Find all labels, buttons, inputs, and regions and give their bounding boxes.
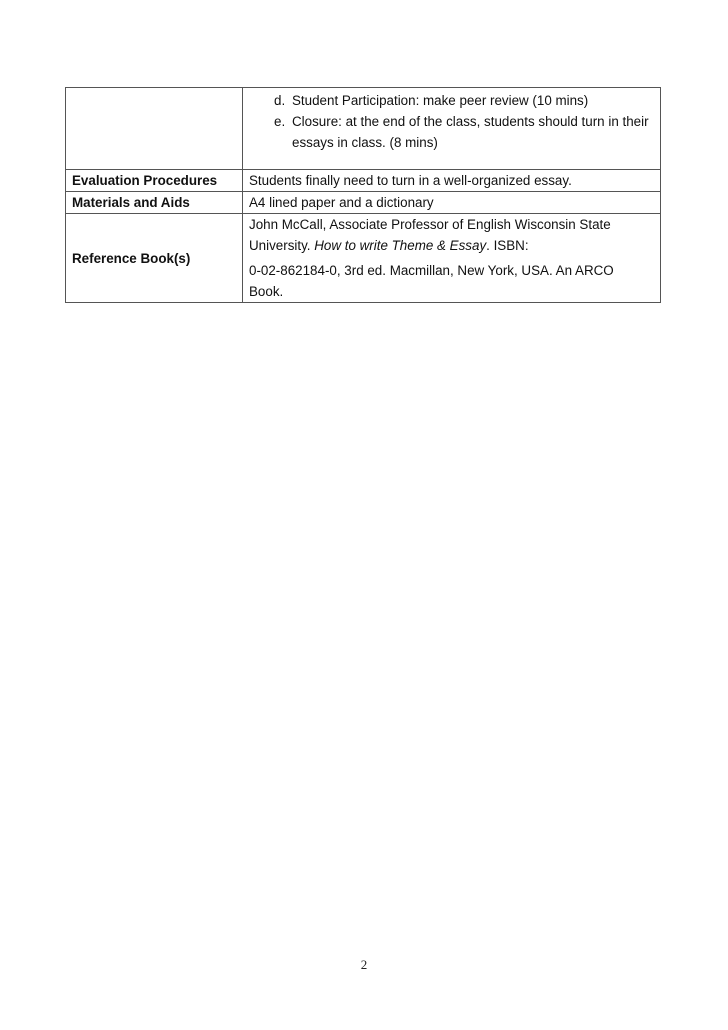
materials-value: A4 lined paper and a dictionary [243,192,661,214]
step-text: Student Participation: make peer review (10 mins) [292,93,589,108]
reference-line-2 [249,235,654,256]
page-number: 2 [360,957,368,972]
evaluation-label: Evaluation Procedures [66,170,243,192]
table-row-materials [66,192,661,214]
step-text: Closure: at the end of the class, students should turn in their essays in class. (8 mins) [292,114,649,150]
table-row-procedures-continued [66,88,661,170]
table-row-evaluation [66,170,661,192]
materials-label: Materials and Aids [66,192,243,214]
reference-book-title: How to write Theme & Essay [314,238,487,253]
reference-label: Reference Book(s) [66,214,243,303]
reference-value [243,214,661,303]
table-row-reference [66,214,661,303]
reference-line-1: John McCall, Associate Professor of English Wisconsin State [249,217,611,232]
lesson-plan-table [65,87,661,303]
step-letter: d. [274,93,286,108]
reference-line-2-prefix: University. [249,238,315,253]
step-letter: e. [274,114,286,129]
evaluation-value: Students finally need to turn in a well-organized essay. [243,170,661,192]
procedure-step-e [274,111,654,153]
procedure-steps-cell [243,88,661,170]
procedure-step-d [274,90,654,111]
reference-line-3: 0-02-862184-0, 3rd ed. Macmillan, New York, USA. An ARCO [249,263,614,278]
empty-label-cell [66,88,243,170]
reference-line-4: Book. [249,284,284,299]
reference-line-2-suffix: . ISBN: [486,238,529,253]
